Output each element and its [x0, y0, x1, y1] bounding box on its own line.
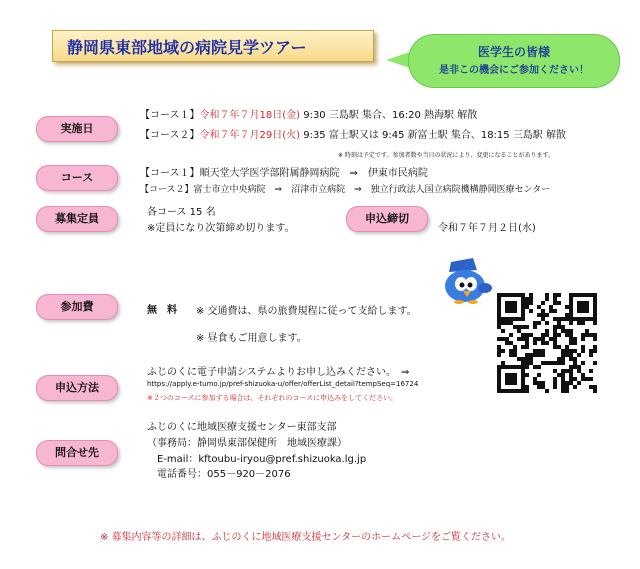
bubble-line1: 医学生の皆様 — [477, 45, 550, 59]
date-label: 実施日 — [36, 116, 118, 142]
date-course2 — [140, 126, 566, 141]
capacity-line1: 各コース 15 名 — [147, 207, 216, 218]
deadline-value: 令和７年７月２日(水) — [438, 223, 536, 234]
course-line1: 【コース１】順天堂大学医学部附属静岡病院 ⇒ 伊東市民病院 — [140, 168, 428, 179]
footer-note: ※ 募集内容等の詳細は、ふじのくに地域医療支援センターのホームページをご覧ください。 — [100, 532, 511, 543]
apply-url-link[interactable]: https://apply.e-tumo.jp/pref-shizuoka-u/offer/offerList_detail?tempSeq=16724 — [147, 380, 419, 388]
bird-mascot-icon — [437, 258, 495, 306]
course-line2: 【コース２】富士市立中央病院 ⇒ 沼津市立病院 ⇒ 独立行政法人国立病院機構静岡医療センター — [140, 185, 551, 195]
contact-line2: （事務局：静岡県東部保健所 地域医療課） — [147, 438, 347, 449]
fee-value: 無 料 — [147, 305, 177, 316]
date-course1-date: 令和７年７月18日(金) — [199, 110, 301, 121]
method-line1: ふじのくに電子申請システムよりお申し込みください。 ⇒ — [147, 367, 410, 378]
date-course1 — [140, 106, 477, 121]
title-banner — [52, 30, 374, 62]
date-note: ※ 時刻は予定です。参加者数や当日の状況により、変更になることがあります。 — [338, 152, 554, 159]
contact-label: 問合せ先 — [36, 440, 118, 466]
method-note: ※２つのコースに参加する場合は、それぞれのコースに申込みをしてください。 — [147, 394, 398, 402]
speech-bubble — [408, 34, 620, 88]
contact-phone: 電話番号：055－920－2076 — [157, 469, 291, 480]
qr-code-icon — [497, 293, 597, 393]
fee-label: 参加費 — [36, 294, 118, 320]
deadline-label: 申込締切 — [346, 206, 428, 232]
contact-line1: ふじのくに地域医療支援センター東部支部 — [147, 422, 337, 433]
capacity-label: 募集定員 — [36, 206, 118, 232]
method-label: 申込方法 — [36, 375, 118, 401]
date-course1-detail: 9:30 三島駅 集合、16:20 熱海駅 解散 — [300, 110, 478, 121]
date-course2-prefix: 【コース２】 — [140, 130, 200, 141]
bubble-line2: 是非この機会にご参加ください！ — [439, 65, 589, 76]
page-title: 静岡県東部地域の病院見学ツアー — [67, 38, 307, 57]
course-label: コース — [36, 165, 118, 191]
fee-note2: ※ 昼食もご用意します。 — [196, 333, 307, 344]
contact-email[interactable]: E-mail：kftoubu-iryou@pref.shizuoka.lg.jp — [157, 454, 367, 465]
date-course2-detail: 9:35 富士駅又は 9:45 新富士駅 集合、18:15 三島駅 解散 — [300, 130, 567, 141]
fee-note1: ※ 交通費は、県の旅費規程に従って支給します。 — [196, 306, 417, 317]
capacity-line2: ※定員になり次第締め切ります。 — [147, 223, 295, 234]
date-course2-date: 令和７年７月29日(火) — [199, 130, 301, 141]
bubble-tail — [386, 52, 410, 68]
date-course1-prefix: 【コース１】 — [140, 110, 200, 121]
